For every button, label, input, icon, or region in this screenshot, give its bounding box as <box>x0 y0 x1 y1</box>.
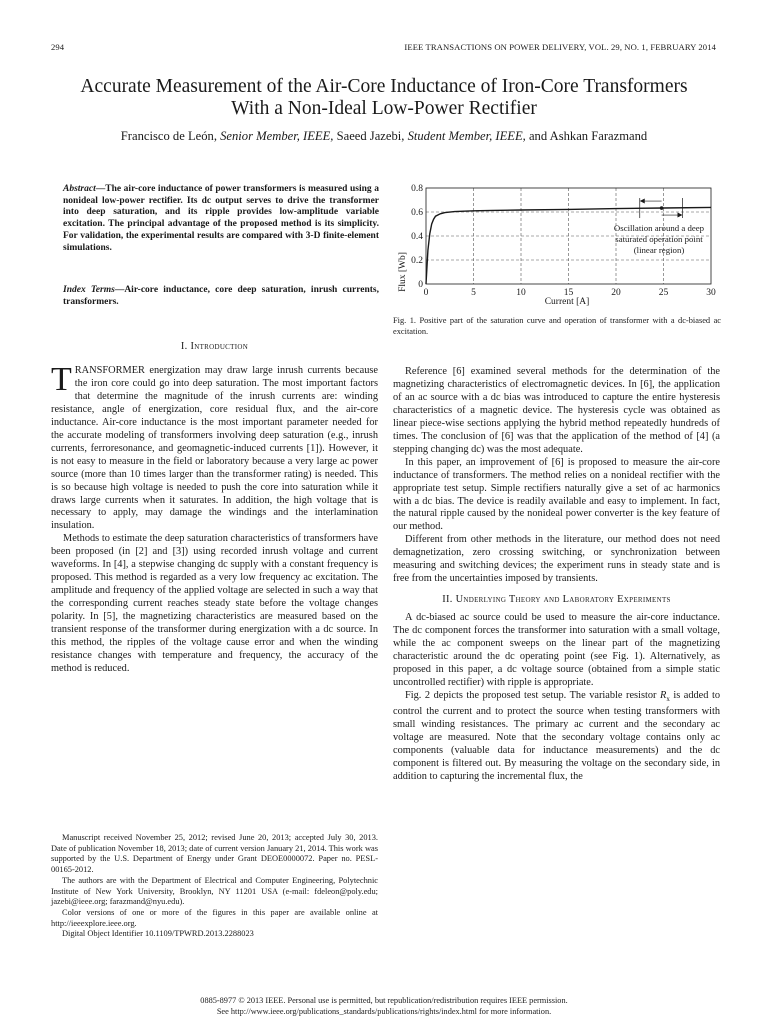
author-1: Francisco de León, <box>120 129 217 143</box>
paper-title <box>30 76 738 120</box>
y-axis-label: Flux [Wb] <box>398 252 408 292</box>
index-terms <box>63 285 379 308</box>
x-tick-label: 15 <box>563 288 574 298</box>
x-axis-label: Current [A] <box>544 297 590 307</box>
index-terms-text: —Air-core inductance, core deep saturation, inrush currents, transformers. <box>63 285 379 307</box>
journal-header: IEEE TRANSACTIONS ON POWER DELIVERY, VOL. 29, NO. 1, FEBRUARY 2014 <box>404 42 716 52</box>
author-1-role: Senior Member, IEEE, <box>220 129 334 143</box>
abstract-lead: Abstract <box>63 184 96 194</box>
intro-paragraph-2: Methods to estimate the deep saturation characteristics of transformers have been proposed (in [2] and [3]) using recorded inrush voltage and current waveforms. In [4], a stepwise changing dc supply with a constant frequency is proposed. This method is regarded as a very low frequency ac excitation. The amplitude and frequency of the applied voltage are selected in such a way that the corresponding current reaches steady state before the voltage changes polarity. In [5], the magnetizing characteristics are measured based on the transient response of the transformer during energization with a dc source. In this method, the ripples of the voltage cause error and when the winding resistance changes with temperature and frequency, the accuracy of the method is reduced. <box>51 533 378 674</box>
x-tick-label: 30 <box>706 288 716 298</box>
title-line-1: Accurate Measurement of the Air-Core Inductance of Iron-Core Transformers <box>80 76 688 97</box>
arrowhead-left <box>640 199 645 204</box>
x-tick-label: 0 <box>423 288 429 298</box>
figure-1-chart <box>393 180 723 310</box>
resistor-subscript: x <box>666 694 670 703</box>
footnote-color: Color versions of one or more of the figures in this paper are available online at http://ieeexplore.ieee.org. <box>51 907 378 928</box>
y-tick-label: 0.4 <box>411 232 423 242</box>
copyright-notice <box>30 995 738 1017</box>
y-tick-label: 0.6 <box>411 208 423 218</box>
section-1-heading: I. Introduction <box>180 341 249 352</box>
copyright-line-1: 0885-8977 © 2013 IEEE. Personal use is permitted, but republication/redistribution requires IEEE permission. <box>200 996 568 1005</box>
index-terms-lead: Index Terms <box>63 285 115 295</box>
section-2-paragraph-2: Fig. 2 depicts the proposed test setup. The variable resistor $R_x$ is added to control the current and to protect the source when testing transformers with small winding resistances. The primary ac current and the secondary ac voltage are measured. Note that the secondary voltage contains only ac components (valuable data for inductance measurements) and the dc component is filtered out. By measuring the voltage on the secondary side, in addition to capturing the incremental flux, the <box>393 689 720 782</box>
y-tick-label: 0.2 <box>411 256 423 266</box>
arrowhead-right <box>678 213 683 218</box>
footnote-doi: Digital Object Identifier 10.1109/TPWRD.2013.2288023 <box>62 929 254 939</box>
footnote-affiliation: The authors are with the Department of Electrical and Computer Engineering, Polytechnic Institute of New York University, Brooklyn, NY 11201 USA (e-mail: fdeleon@poly.edu; jazebi@ieee.org; farazmand@nyu.edu). <box>51 875 378 907</box>
x-tick-label: 10 <box>516 288 526 298</box>
annotation-line-2: saturated operation point <box>615 234 703 244</box>
section-2-paragraph-1: A dc-biased ac source could be used to measure the air-core inductance. The dc component forces the transformer into saturation with a small voltage, while the ac component sweeps on the linear part of the magnetizing characteristic around the dc operating point (see Fig. 1). Alternatively, as proposed in this paper, a dc voltage source (obtained from a simple static uncontrolled rectifier) with ripple is appropriate. <box>393 612 720 688</box>
figure-1-caption: Fig. 1. Positive part of the saturation curve and operation of transformer with a dc-biased ac excitation. <box>393 316 721 336</box>
resistor-symbol: R <box>659 689 667 701</box>
annotation-line-3: (linear region) <box>633 245 685 255</box>
section-2-heading: II. Underlying Theory and Laboratory Experiments <box>442 594 671 606</box>
footnote <box>51 833 378 940</box>
x-tick-label: 25 <box>658 288 669 298</box>
page-number: 294 <box>51 42 65 52</box>
y-tick-label: 0.8 <box>411 184 423 194</box>
x-tick-label: 20 <box>611 288 621 298</box>
intro-paragraph-5: Different from other methods in the literature, our method does not need demagnetization, zero crossing switching, or synchronization between measuring and switching devices; the experiment runs in steady state and is free from the uncertainties imposed by transients. <box>393 534 720 585</box>
author-list <box>30 129 738 144</box>
operating-point-dot <box>660 206 664 210</box>
intro-paragraph-3: Reference [6] examined several methods for the determination of the magnetizing characteristics of electromagnetic devices. In [6], the application of an ac source with a dc bias was introduced to capture the entire hysteresis characteristics of a magnetic device. The hysteresis cycle was obtained as linear piece-wise sections applying the hybrid method repeatedly hundreds of times. The conclusion of [6] was that the application of the method of [4] (a stepping changing dc) was the most adequate. <box>393 366 720 455</box>
y-tick-label: 0 <box>418 280 423 290</box>
author-2-role: Student Member, IEEE, <box>407 129 526 143</box>
annotation-line-1: Oscillation around a deep <box>613 223 705 233</box>
abstract <box>63 184 379 254</box>
intro-left-column <box>51 361 378 676</box>
author-2: Saeed Jazebi, <box>336 129 405 143</box>
copyright-line-2: See http://www.ieee.org/publications_standards/publications/rights/index.html for more information. <box>216 1007 552 1016</box>
author-3: and Ashkan Farazmand <box>528 129 648 143</box>
abstract-text: —The air-core inductance of power transformers is measured using a nonideal low-power rectifier. Its dc output serves to drive the transformer into deep saturation, and its ripple provides low-amplitude variable excitation. The principal advantage of the proposed method is its simplicity. For validation, the experimental results are compared with 3-D finite-element simulations. <box>63 184 379 253</box>
intro-paragraph-4: In this paper, an improvement of [6] is proposed to measure the air-core inductance of transformers. The method relies on a nonideal rectifier with the appropriate test setup. Simple rectifiers naturally give a set of ac harmonics with a dc bias. The device is readily available and easy to implement. In fact, the natural ripple caused by the nonideal power converter is the key feature of our method. <box>393 456 720 533</box>
title-line-2: With a Non-Ideal Low-Power Rectifier <box>231 98 537 119</box>
footnote-received: Manuscript received November 25, 2012; revised June 20, 2013; accepted July 30, 2013. Date of publication November 18, 2013; date of current version January 21, 2014. This work was supported by the U.S. Department of Energy under Grant DEOE0000072. Paper no. PESL-00165-2012. <box>51 833 378 875</box>
drop-cap: T <box>51 361 72 398</box>
intro-right-column <box>393 366 720 784</box>
x-tick-label: 5 <box>471 288 476 298</box>
intro-paragraph-1: TRANSFORMER energization may draw large inrush currents because the iron core could go into deep saturation. The most important factors that determine the magnitude of the inrush currents are: winding resistance, angle of energization, core residual flux, and the air-core inductance. Air-core inductance is the most important parameter needed for the accurate modeling of transformers involving deep saturation (e.g., inrush currents, ferroresonance, and geomagnetic-induced currents [1]). However, it is not easy to measure in the field or laboratory because a very large ac power source (more than 10 times larger than the transformer rating) is needed. This is so because high voltage is needed to push the core into saturation while it draws large currents when it saturates. In addition, the high voltage that is necessary to apply, may damage the windings and the interlamination insulation. <box>51 361 378 532</box>
